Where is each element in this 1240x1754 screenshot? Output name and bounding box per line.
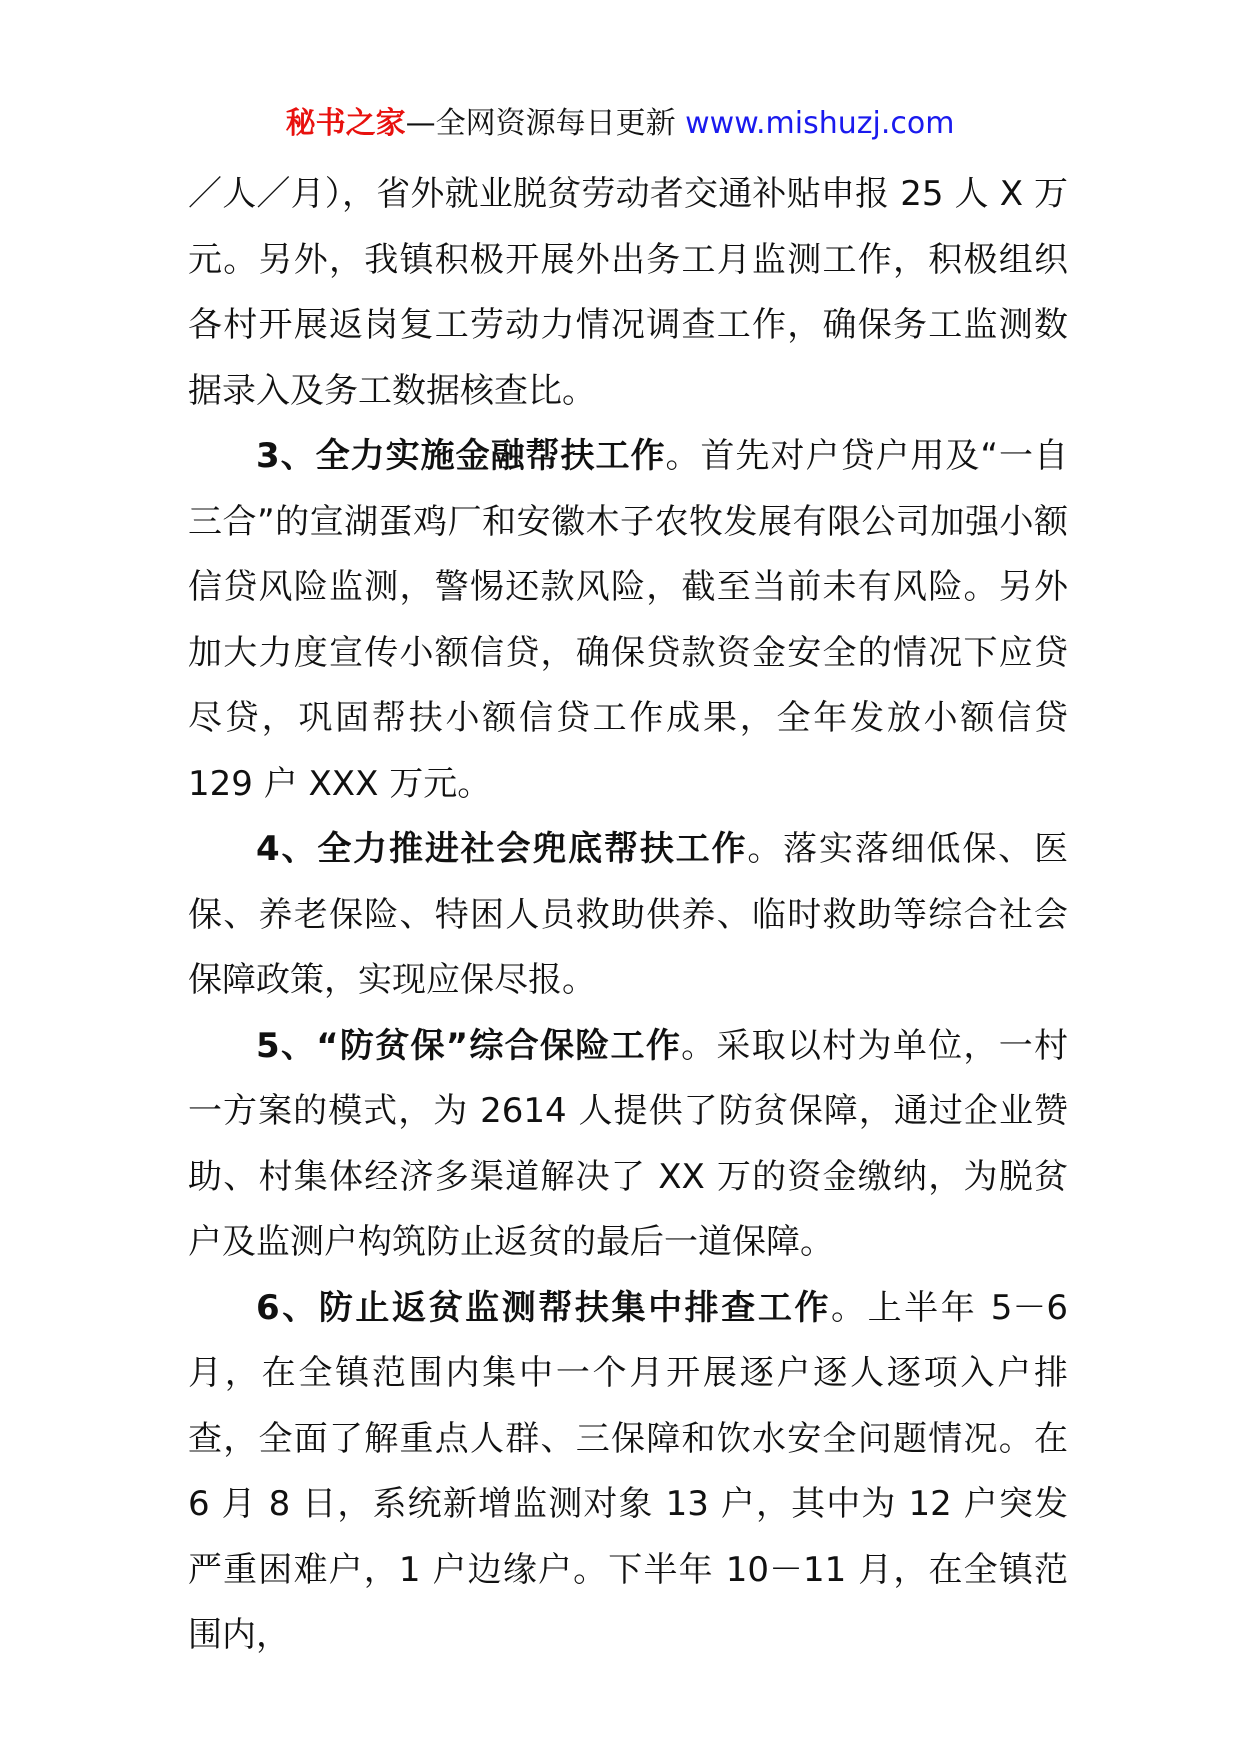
section-heading: 4、全力推进社会兜底帮扶工作 bbox=[256, 829, 748, 869]
section-heading: 6、防止返贫监测帮扶集中排查工作 bbox=[256, 1287, 832, 1328]
section-heading: 3、全力实施金融帮扶工作 bbox=[256, 436, 666, 476]
paragraph-financial-assistance bbox=[188, 424, 1068, 817]
header-url-link[interactable]: www.mishuzj.com bbox=[685, 106, 955, 141]
document-body bbox=[188, 162, 1068, 1669]
paragraph-monitoring-investigation bbox=[188, 1276, 1068, 1669]
paragraph-poverty-insurance bbox=[188, 1014, 1068, 1276]
paragraph-continuation bbox=[188, 162, 1068, 424]
paragraph-text: 。上半年 5－6 月，在全镇范围内集中一个月开展逐户逐人逐项入户排查，全面了解重点人群、三保障和饮水安全问题情况。在 6 月 8 日，系统新增监测对象 13 户，其中为 12 户突发严重困难户，1 户边缘户。下半年 10－11 月，在全镇范围内， bbox=[188, 1287, 1069, 1655]
header-tagline: —全网资源每日更新 bbox=[405, 106, 686, 141]
paragraph-text: 。落实落细低保、医保、养老保险、特困人员救助供养、临时救助等综合社会保障政策，实现应保尽报。 bbox=[188, 829, 1069, 1000]
paragraph-text: 。采取以村为单位，一村一方案的模式，为 2614 人提供了防贫保障，通过企业赞助、村集体经济多渠道解决了 XX 万的资金缴纳，为脱贫户及监测户构筑防止返贫的最后一道保障。 bbox=[188, 1025, 1068, 1262]
paragraph-text: 。首先对户贷户用及“一自三合”的宣湖蛋鸡厂和安徽木子农牧发展有限公司加强小额信贷风险监测，警惕还款风险，截至当前未有风险。另外加大力度宣传小额信贷，确保贷款资金安全的情况下应贷尽贷，巩固帮扶小额信贷工作成果，全年发放小额信贷 129 户 XXX 万元。 bbox=[188, 436, 1068, 804]
brand-name: 秘书之家 bbox=[285, 106, 406, 141]
paragraph-social-security bbox=[188, 817, 1068, 1014]
page-header bbox=[0, 104, 1240, 144]
paragraph-text: ／人／月），省外就业脱贫劳动者交通补贴申报 25 人 X 万元。另外，我镇积极开展外出务工月监测工作，积极组织各村开展返岗复工劳动力情况调查工作，确保务工监测数据录入及务工数据核查比。 bbox=[188, 174, 1068, 411]
section-heading: 5、“防贫保”综合保险工作 bbox=[256, 1025, 682, 1066]
